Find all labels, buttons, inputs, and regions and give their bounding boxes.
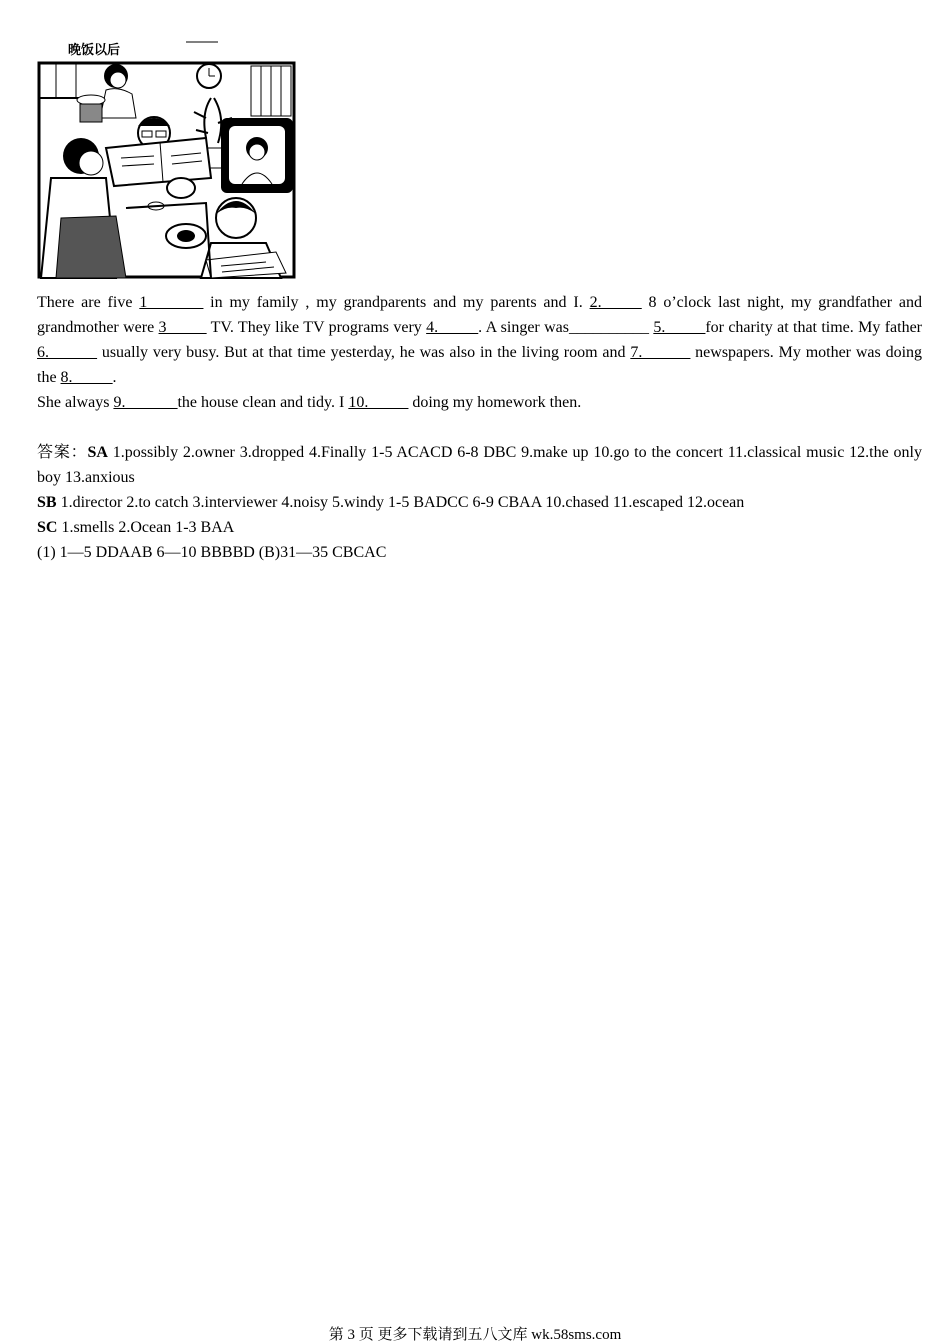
blank-6: 6.______ xyxy=(37,344,97,361)
document-body xyxy=(37,290,922,565)
blank-3: 3_____ xyxy=(158,319,207,336)
section-label: SB xyxy=(37,494,57,511)
passage-text: for charity at that time. My father xyxy=(705,319,923,336)
answer-line-sb xyxy=(37,490,922,515)
cartoon-illustration xyxy=(36,38,298,282)
passage-text: . xyxy=(112,369,117,386)
answer-line-sa xyxy=(37,440,922,490)
answer-text: 1.smells 2.Ocean 1-3 BAA xyxy=(57,519,235,536)
passage-text: newspapers. My mother was doing the xyxy=(37,344,923,386)
passage-text: She always xyxy=(37,394,114,411)
passage-text: TV. They like TV programs very xyxy=(206,319,427,336)
blank-7: 7.______ xyxy=(630,344,691,361)
passage-text: the house clean and tidy. I xyxy=(177,394,349,411)
passage-text: 8 o’clock last night, my grandfather and grandmother were xyxy=(37,294,923,336)
page-footer: 第 3 页 更多下载请到五八文库 wk.58sms.com xyxy=(328,1327,622,1343)
blank-4: 4._____ xyxy=(426,319,479,336)
cloze-passage-line-2 xyxy=(37,390,922,415)
passage-text: doing my homework then. xyxy=(408,394,582,411)
passage-text: usually very busy. But at that time yesterday, he was also in the living room and xyxy=(97,344,631,361)
section-label: SA xyxy=(87,444,108,461)
spacer xyxy=(37,415,922,440)
answer-line-sc xyxy=(37,515,922,540)
blank-8: 8._____ xyxy=(60,369,113,386)
blank-9: 9. ______ xyxy=(113,394,178,411)
blank-1: 1_______ xyxy=(139,294,204,311)
passage-text: There are five xyxy=(37,294,140,311)
passage-text: in my family , my grandparents and my parents and I. xyxy=(203,294,590,311)
passage-text: . A singer was__________ xyxy=(478,319,654,336)
answer-text: 1.director 2.to catch 3.interviewer 4.noisy 5.windy 1-5 BADCC 6-9 CBAA 10.chased 11.escaped 12.ocean xyxy=(56,494,745,511)
blank-5: 5._____ xyxy=(653,319,706,336)
family-after-dinner-drawing xyxy=(36,38,298,282)
picture-caption: 晚饭以后 xyxy=(68,43,121,58)
section-label: SC xyxy=(37,519,58,536)
answer-line-4: (1) 1—5 DDAAB 6—10 BBBBD (B)31—35 CBCAC xyxy=(37,544,387,561)
answer-key xyxy=(37,440,922,565)
blank-2: 2._____ xyxy=(589,294,642,311)
blank-10: 10._____ xyxy=(348,394,409,411)
answer-prefix: 答案： xyxy=(37,444,88,461)
cloze-passage xyxy=(37,290,922,390)
answer-text: 1.possibly 2.owner 3.dropped 4.Finally 1-5 ACACD 6-8 DBC 9.make up 10.go to the concert 11.classical music 12.the only boy 13.anxious xyxy=(37,444,922,486)
